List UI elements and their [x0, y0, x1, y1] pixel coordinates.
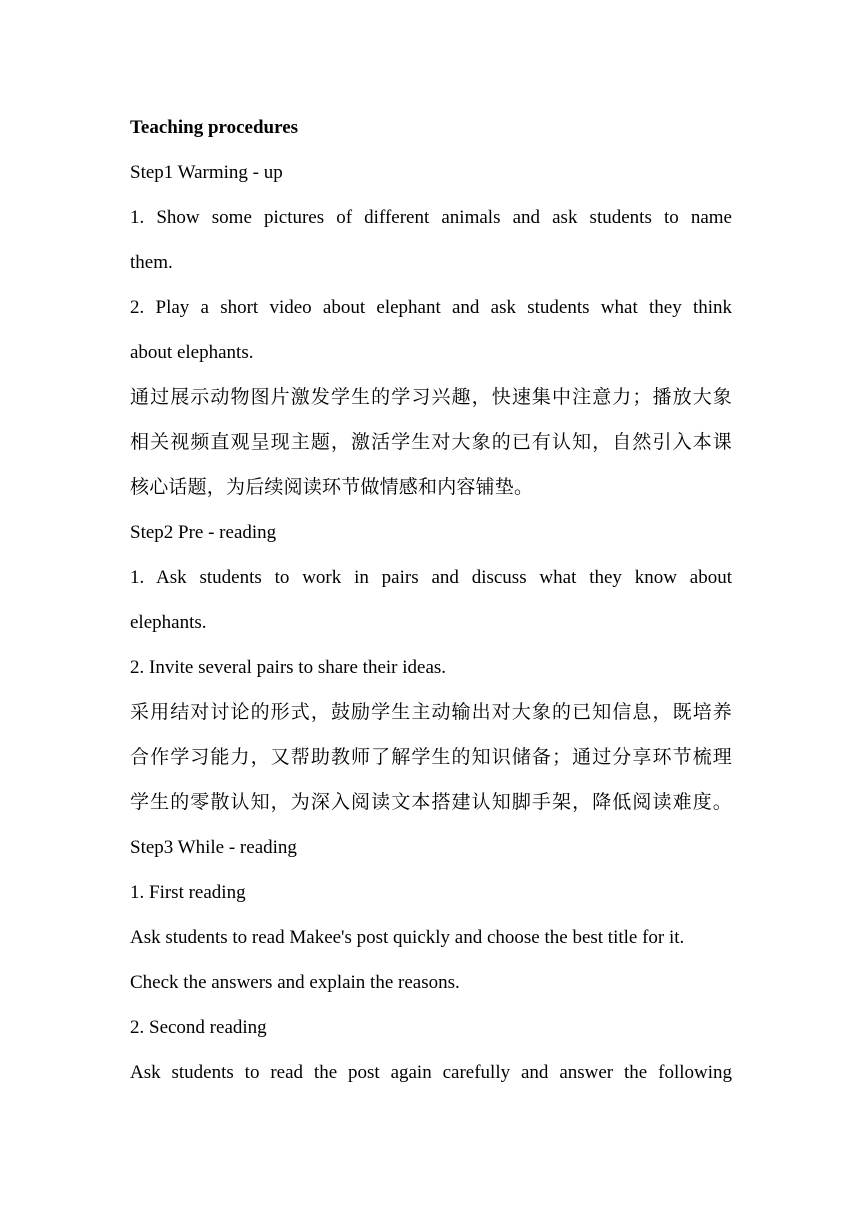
step2-note-line2: 合作学习能力，又帮助教师了解学生的知识储备；通过分享环节梳理 — [130, 746, 732, 768]
step2-item1-line1: 1. Ask students to work in pairs and discuss what they know about — [130, 567, 732, 588]
step2-item2: 2. Invite several pairs to share their ideas. — [130, 657, 447, 678]
step1-item1-line2: them. — [130, 252, 173, 273]
step1-note-line1: 通过展示动物图片激发学生的学习兴趣，快速集中注意力；播放大象 — [130, 386, 732, 408]
step1-item1-line1: 1. Show some pictures of different animals and ask students to name — [130, 207, 732, 228]
step2-note-line1: 采用结对讨论的形式，鼓励学生主动输出对大象的已知信息，既培养 — [130, 701, 732, 723]
step1-title: Step1 Warming - up — [130, 162, 283, 183]
step3-sub1-line1: Ask students to read Makee's post quickly and choose the best title for it. — [130, 927, 685, 948]
step1-item2-line1: 2. Play a short video about elephant and ask students what they think — [130, 297, 732, 318]
step3-sub2-title: 2. Second reading — [130, 1017, 267, 1038]
step1-note-line2: 相关视频直观呈现主题，激活学生对大象的已有认知，自然引入本课 — [130, 431, 732, 453]
step3-sub1-title: 1. First reading — [130, 882, 246, 903]
step1-item2-line2: about elephants. — [130, 342, 254, 363]
step3-sub2-line1: Ask students to read the post again carefully and answer the following — [130, 1062, 732, 1083]
step2-item1-line2: elephants. — [130, 612, 207, 633]
step2-title: Step2 Pre - reading — [130, 522, 277, 543]
document-page — [130, 105, 732, 1095]
section-heading: Teaching procedures — [130, 117, 299, 138]
step1-note-line3: 核心话题，为后续阅读环节做情感和内容铺垫。 — [130, 476, 534, 498]
step2-note-line3: 学生的零散认知，为深入阅读文本搭建认知脚手架，降低阅读难度。 — [130, 791, 732, 813]
step3-title: Step3 While - reading — [130, 837, 297, 858]
step3-sub1-line2: Check the answers and explain the reasons. — [130, 972, 460, 993]
